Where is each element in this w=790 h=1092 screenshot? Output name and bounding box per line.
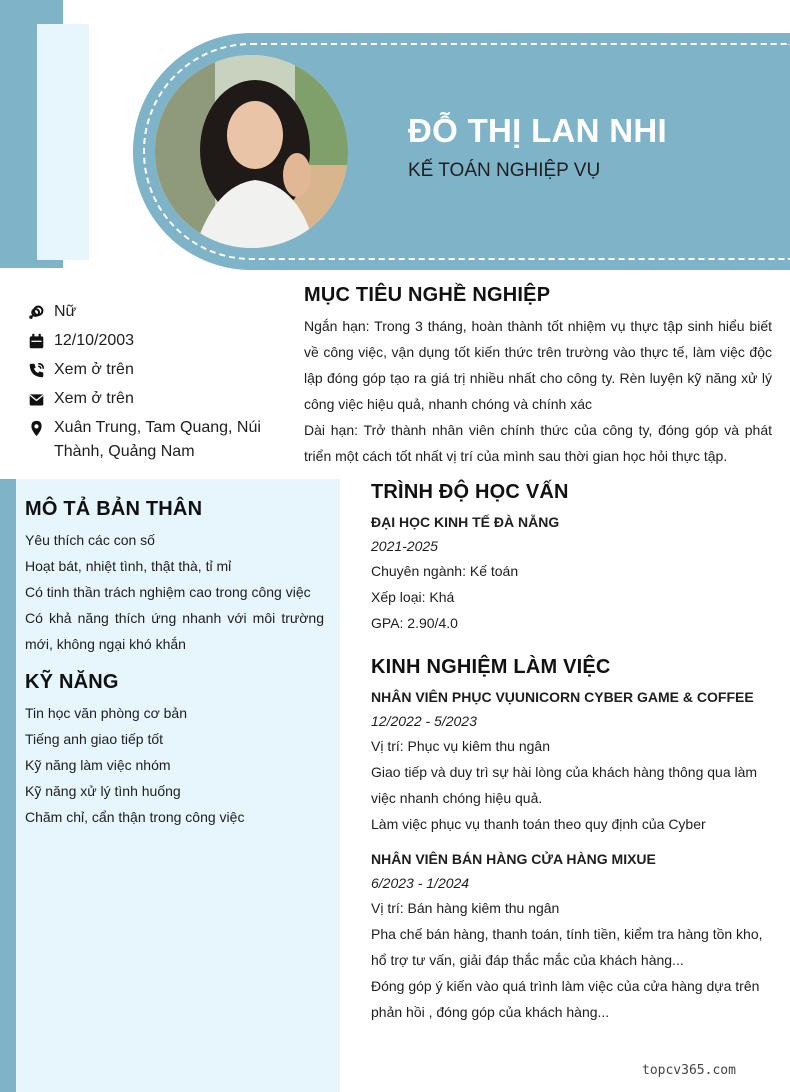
gender-icon	[28, 300, 54, 324]
experience-line: Vị trí: Bán hàng kiêm thu ngân	[371, 900, 560, 916]
experience-line: Làm việc phục vụ thanh toán theo quy định của Cyber	[371, 816, 706, 832]
phone-icon	[28, 358, 54, 382]
career-objective-title: MỤC TIÊU NGHỀ NGHIỆP	[304, 284, 551, 306]
experience-item	[371, 685, 771, 837]
education-gpa: GPA: 2.90/4.0	[371, 615, 458, 631]
education-period: 2021-2025	[371, 538, 438, 554]
watermark: topcv365.com	[642, 1063, 736, 1078]
left-accent-strip	[0, 479, 16, 1092]
list-item: Có tinh thần trách nghiệm cao trong công việc	[25, 584, 311, 600]
list-item: Chăm chỉ, cẩn thận trong công việc	[25, 809, 245, 825]
gender-text: Nữ	[54, 303, 77, 320]
about-title: MÔ TẢ BẢN THÂN	[25, 498, 203, 520]
career-objective-section	[304, 284, 772, 469]
phone-text: Xem ở trên	[54, 361, 134, 378]
skills-section	[25, 671, 324, 830]
contact-email	[28, 387, 283, 411]
email-text: Xem ở trên	[54, 390, 134, 407]
header-left-panel	[37, 24, 89, 260]
education-rank: Xếp loại: Khá	[371, 589, 455, 605]
about-list	[25, 527, 324, 657]
list-item: Tiếng anh giao tiếp tốt	[25, 731, 164, 747]
job-title: KẾ TOÁN NGHIỆP VỤ	[408, 160, 601, 181]
experience-line: Vị trí: Phục vụ kiêm thu ngân	[371, 738, 550, 754]
experience-org: NHÂN VIÊN PHỤC VỤUNICORN CYBER GAME & COFFEE	[371, 689, 754, 705]
calendar-icon	[28, 329, 54, 353]
experience-section	[371, 656, 771, 1025]
right-column	[371, 481, 771, 1045]
skills-title: KỸ NĂNG	[25, 671, 119, 693]
about-section	[25, 498, 324, 657]
experience-period: 6/2023 - 1/2024	[371, 875, 470, 891]
list-item: Yêu thích các con số	[25, 532, 155, 548]
objective-long-term: Dài hạn: Trở thành nhân viên chính thức của công ty, đóng góp và phát triển một cách tốt nhất vị trí của mình sau thời gian học hỏi thực tập.	[304, 422, 772, 464]
education-section	[371, 481, 771, 636]
avatar-photo	[155, 55, 348, 248]
experience-item	[371, 847, 771, 1025]
list-item: Kỹ năng xử lý tình huống	[25, 783, 181, 799]
school-name: ĐẠI HỌC KINH TẾ ĐÀ NẴNG	[371, 514, 560, 530]
contact-phone	[28, 358, 283, 382]
experience-line: Giao tiếp và duy trì sự hài lòng của khách hàng thông qua làm việc nhanh chóng hiệu quả.	[371, 764, 758, 806]
experience-line: Pha chế bán hàng, thanh toán, tính tiền, kiểm tra hàng tồn kho, hổ trợ tư vấn, giải đáp thắc mắc của khách hàng...	[371, 926, 763, 968]
email-icon	[28, 387, 54, 411]
list-item: Tin học văn phòng cơ bản	[25, 705, 187, 721]
list-item: Có khả năng thích ứng nhanh với môi trường mới, không ngại khó khắn	[25, 610, 324, 652]
birthday-text: 12/10/2003	[54, 332, 135, 349]
objective-short-term: Ngắn hạn: Trong 3 tháng, hoàn thành tốt nhiệm vụ thực tập sinh hiểu biết về công việc, vận dụng tốt kiến thức trên trường vào thực tế, làm việc độc lập đóng góp tạo ra giá trị nhiều nhất cho công ty. Rèn luyện kỹ năng xử lý công việc hiệu quả, nhanh chóng và chính xác	[304, 318, 772, 412]
experience-period: 12/2022 - 5/2023	[371, 713, 477, 729]
experience-title: KINH NGHIỆM LÀM VIỆC	[371, 656, 611, 678]
address-text: Xuân Trung, Tam Quang, Núi Thành, Quảng Nam	[54, 419, 261, 460]
candidate-name: ĐỖ THỊ LAN NHI	[408, 112, 668, 149]
experience-org: NHÂN VIÊN BÁN HÀNG CỬA HÀNG MIXUE	[371, 851, 656, 867]
list-item: Hoạt bát, nhiệt tình, thật thà, tỉ mỉ	[25, 558, 232, 574]
contact-birthday	[28, 329, 283, 353]
education-major: Chuyên ngành: Kế toán	[371, 563, 519, 579]
location-icon	[28, 416, 54, 440]
experience-line: Đóng góp ý kiến vào quá trình làm việc của cửa hàng dựa trên phản hồi , đóng góp của khách hàng...	[371, 978, 760, 1020]
left-column	[25, 498, 324, 844]
list-item: Kỹ năng làm việc nhóm	[25, 757, 171, 773]
contact-info	[28, 300, 283, 469]
contact-gender	[28, 300, 283, 324]
education-title: TRÌNH ĐỘ HỌC VẤN	[371, 481, 569, 503]
contact-address	[28, 416, 283, 464]
avatar	[155, 55, 348, 248]
skills-list	[25, 700, 324, 830]
